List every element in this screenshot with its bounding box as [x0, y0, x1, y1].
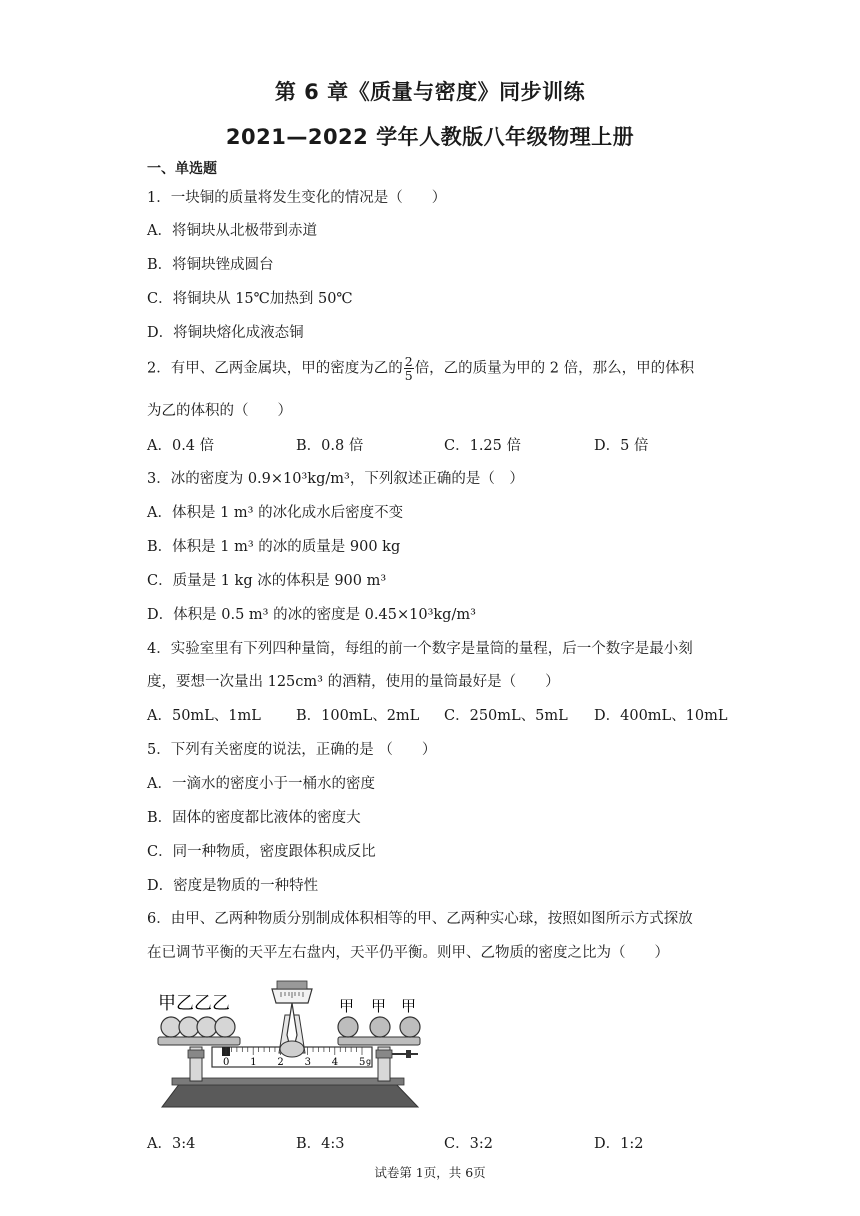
right-ball-1: [338, 1017, 358, 1037]
left-ball-4: [215, 1017, 235, 1037]
q2-option-c: C．1.25 倍: [444, 438, 521, 454]
q2-stem-pre: 2．有甲、乙两金属块，甲的密度为乙的: [147, 360, 403, 377]
left-nut: [188, 1050, 204, 1058]
right-ball-label-3: 甲: [401, 997, 417, 1015]
left-ball-1: [161, 1017, 181, 1037]
right-ball-label-2: 甲: [371, 997, 387, 1015]
scale-tick-label: 5: [359, 1057, 366, 1068]
section-heading: 一、单选题: [147, 161, 217, 177]
scale-tick-label: 2: [277, 1057, 284, 1068]
left-ball-labels: 甲乙乙乙: [158, 993, 230, 1014]
balance-base: [162, 1083, 418, 1107]
q2-fraction: [404, 355, 414, 382]
q5-option-d: D．密度是物质的一种特性: [147, 878, 319, 894]
q4-option-d: D．400mL、10mL: [594, 708, 728, 724]
scale-tick-label: 3: [304, 1057, 311, 1068]
q6-stem-line2: 在已调节平衡的天平左右盘内，天平仍平衡。则甲、乙物质的密度之比为（ ）: [147, 945, 669, 961]
left-ball-2: [179, 1017, 199, 1037]
q1-option-c: C．将铜块从 15℃加热到 50℃: [147, 291, 353, 307]
q4-option-a: A．50mL、1mL: [147, 708, 261, 724]
q1-option-a: A．将铜块从北极带到赤道: [147, 223, 317, 239]
q5-option-b: B．固体的密度都比液体的密度大: [147, 810, 361, 826]
q6-option-d: D．1:2: [594, 1136, 644, 1152]
page-footer: 试卷第 1页，共 6页: [374, 1165, 486, 1180]
title-line1: 第 6 章《质量与密度》同步训练: [274, 80, 586, 104]
scale-unit: g: [366, 1057, 372, 1066]
right-ball-label-1: 甲: [339, 997, 355, 1015]
q3-option-c: C．质量是 1 kg 冰的体积是 900 m³: [147, 573, 387, 589]
scale-tick-label: 0: [223, 1057, 230, 1068]
q2-fraction-numerator: 2: [404, 354, 413, 369]
q5-stem: 5．下列有关密度的说法，正确的是 （ ）: [147, 742, 437, 758]
fulcrum: [280, 1041, 304, 1057]
q3-stem: 3．冰的密度为 0.9×10³kg/m³，下列叙述正确的是（ ）: [147, 471, 524, 487]
q4-option-c: C．250mL、5mL: [444, 708, 568, 724]
q1-option-d: D．将铜块熔化成液态铜: [147, 325, 304, 341]
scale-tick-label: 4: [331, 1057, 339, 1068]
right-pan: [338, 1037, 420, 1045]
q2-stem-post: 倍，乙的质量为甲的 2 倍，那么，甲的体积: [414, 360, 695, 377]
q2-stem-line1: [147, 355, 694, 382]
q2-option-a: A．0.4 倍: [147, 438, 215, 454]
right-nut: [376, 1050, 392, 1058]
q3-option-d: D．体积是 0.5 m³ 的冰的密度是 0.45×10³kg/m³: [147, 607, 476, 623]
right-ball-3: [400, 1017, 420, 1037]
title-line2: 2021—2022 学年人教版八年级物理上册: [225, 125, 635, 149]
q2-option-d: D．5 倍: [594, 438, 649, 454]
q3-option-b: B．体积是 1 m³ 的冰的质量是 900 kg: [147, 539, 401, 555]
q4-stem-line1: 4．实验室里有下列四种量筒，每组的前一个数字是量筒的量程，后一个数字是最小刻: [147, 641, 693, 657]
adjust-screw-knob: [406, 1050, 411, 1058]
q6-option-c: C．3:2: [444, 1136, 493, 1152]
right-ball-2: [370, 1017, 390, 1037]
q6-option-b: B．4:3: [296, 1136, 345, 1152]
left-pan: [158, 1037, 240, 1045]
balance-figure: [150, 975, 425, 1115]
q1-stem: 1．一块铜的质量将发生变化的情况是（ ）: [147, 190, 447, 206]
q4-stem-line2: 度，要想一次量出 125cm³ 的酒精，使用的量筒最好是（ ）: [147, 674, 560, 690]
q6-option-a: A．3:4: [147, 1136, 196, 1152]
q4-option-b: B．100mL、2mL: [296, 708, 420, 724]
q5-option-a: A．一滴水的密度小于一桶水的密度: [147, 776, 375, 792]
q2-fraction-denominator: 5: [404, 368, 413, 383]
q5-option-c: C．同一种物质，密度跟体积成反比: [147, 844, 376, 860]
q6-stem-line1: 6．由甲、乙两种物质分别制成体积相等的甲、乙两种实心球，按照如图所示方式探放: [147, 911, 693, 927]
balance-base-top: [172, 1078, 404, 1085]
q3-option-a: A．体积是 1 m³ 的冰化成水后密度不变: [147, 505, 404, 521]
scale-tick-label: 1: [250, 1057, 257, 1068]
dial-top: [277, 981, 307, 989]
q1-option-b: B．将铜块锉成圆台: [147, 257, 274, 273]
q2-option-b: B．0.8 倍: [296, 438, 364, 454]
q2-stem-line2: 为乙的体积的（ ）: [147, 403, 292, 419]
left-ball-3: [197, 1017, 217, 1037]
